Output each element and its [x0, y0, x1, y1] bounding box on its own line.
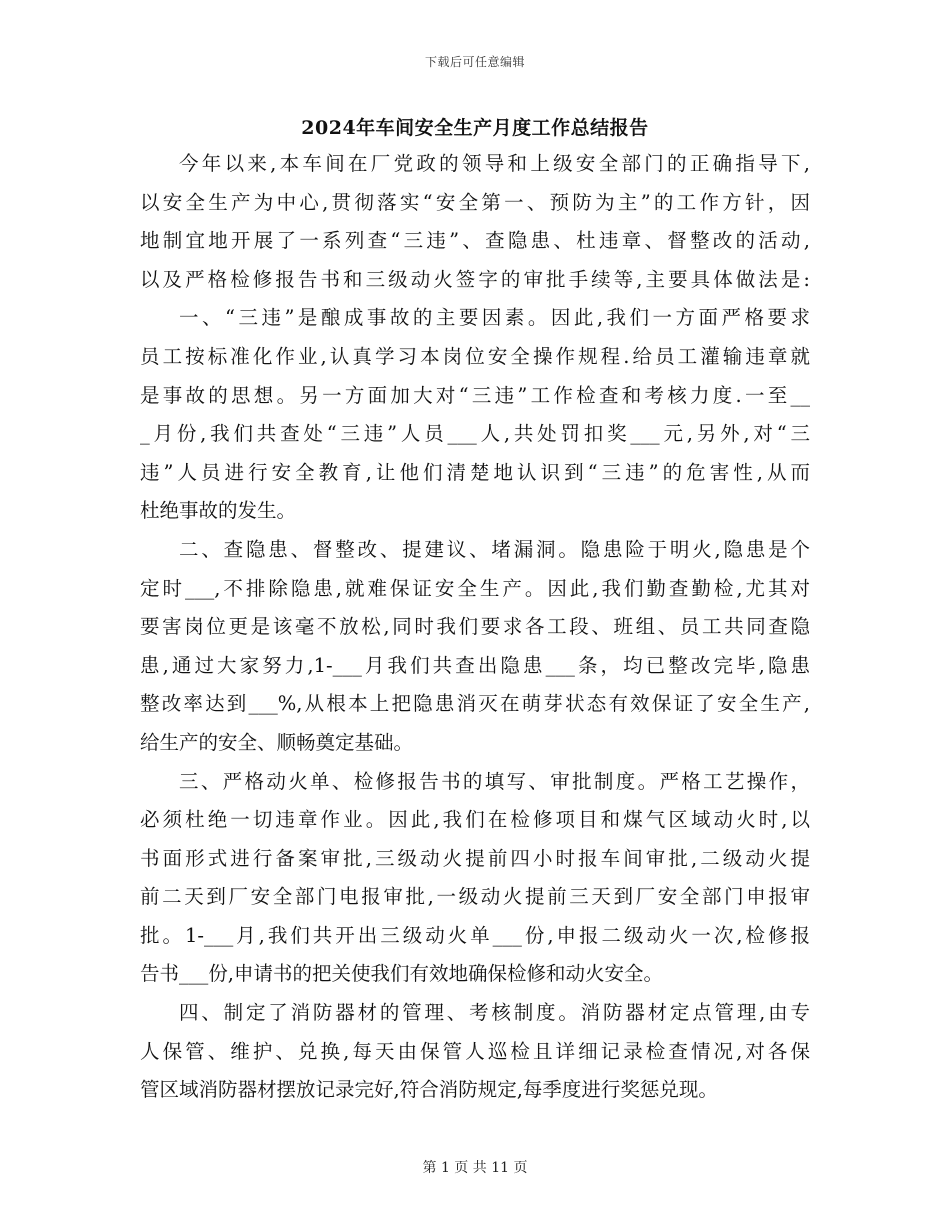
text-line: 杜绝事故的发生。: [140, 499, 297, 523]
text-line: 一、“三违”是酿成事故的主要因素。因此,我们一方面严格要求: [179, 306, 810, 330]
text-line: 员工按标准化作业,认真学习本岗位安全操作规程.给员工灌输违章就: [140, 344, 810, 368]
text-line: 四、制定了消防器材的管理、考核制度。消防器材定点管理,由专: [179, 1001, 810, 1025]
text-line: 批。1-___月,我们共开出三级动火单___份,申报二级动火一次,检修报: [140, 923, 810, 947]
text-line: 以安全生产为中心,贯彻落实“安全第一、预防为主”的工作方针，因: [140, 190, 810, 214]
text-line: _月份,我们共查处“三违”人员___人,共处罚扣奖___元,另外,对“三: [140, 422, 810, 446]
header-note: 下载后可任意编辑: [424, 55, 525, 69]
text-line: 患,通过大家努力,1-___月我们共查出隐患___条，均已整改完毕,隐患: [140, 653, 810, 677]
text-line: 整改率达到___%,从根本上把隐患消灭在萌芽状态有效保证了安全生产,: [140, 692, 810, 716]
text-line: 地制宜地开展了一系列查“三违”、查隐患、杜违章、督整改的活动,: [140, 229, 810, 253]
text-line: 今年以来,本车间在厂党政的领导和上级安全部门的正确指导下,: [179, 152, 810, 175]
text-line: 是事故的思想。另一方面加大对“三违”工作检查和考核力度.一至__: [140, 383, 810, 407]
text-line: 书面形式进行备案审批,三级动火提前四小时报车间审批,二级动火提: [140, 846, 810, 870]
paragraph-section-2: [140, 531, 810, 763]
text-line: 给生产的安全、顺畅奠定基础。: [140, 730, 414, 754]
paragraph-section-1: [140, 299, 810, 531]
paragraph-section-4: [140, 994, 810, 1110]
text-line: 定时___,不排除隐患,就难保证安全生产。因此,我们勤查勤检,尤其对: [140, 576, 810, 600]
text-line: 二、查隐患、督整改、提建议、堵漏洞。隐患险于明火,隐患是个: [179, 537, 810, 561]
page-number-footer: 第 1 页 共 11 页: [422, 1160, 528, 1176]
paragraph-section-3: [140, 763, 810, 995]
text-line: 违”人员进行安全教育,让他们清楚地认识到“三违”的危害性,从而: [140, 460, 810, 484]
paragraph-intro: [140, 145, 810, 299]
document-body: [140, 145, 810, 1110]
document-title: 2024年车间安全生产月度工作总结报告: [301, 117, 649, 139]
text-line: 以及严格检修报告书和三级动火签字的审批手续等,主要具体做法是:: [140, 267, 810, 291]
text-line: 要害岗位更是该毫不放松,同时我们要求各工段、班组、员工共同查隐: [140, 615, 810, 639]
text-line: 前二天到厂安全部门电报审批,一级动火提前三天到厂安全部门申报审: [140, 885, 810, 909]
text-line: 人保管、维护、兑换,每天由保管人巡检且详细记录检查情况,对各保: [140, 1039, 810, 1063]
text-line: 告书___份,申请书的把关使我们有效地确保检修和动火安全。: [140, 962, 663, 986]
text-line: 管区域消防器材摆放记录完好,符合消防规定,每季度进行奖惩兑现。: [140, 1078, 718, 1102]
text-line: 三、严格动火单、检修报告书的填写、审批制度。严格工艺操作，: [179, 769, 810, 793]
text-line: 必须杜绝一切违章作业。因此,我们在检修项目和煤气区域动火时,以: [140, 808, 810, 832]
